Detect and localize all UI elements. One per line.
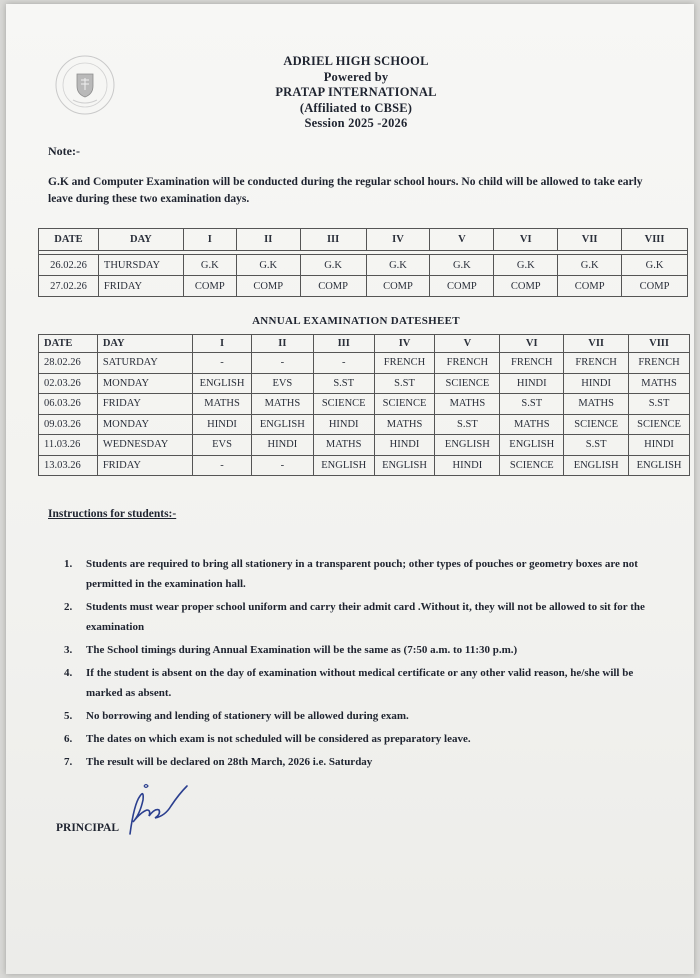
table-row bbox=[39, 414, 690, 435]
table-cell: HINDI bbox=[374, 435, 435, 456]
annual-header-cell: II bbox=[251, 335, 313, 353]
table-cell: FRENCH bbox=[564, 353, 629, 374]
gk-header-cell: IV bbox=[366, 229, 430, 251]
table-cell: COMP bbox=[366, 276, 430, 297]
annual-datesheet-title: ANNUAL EXAMINATION DATESHEET bbox=[252, 315, 460, 327]
table-cell: S.ST bbox=[500, 394, 564, 415]
table-row bbox=[39, 435, 690, 456]
table-cell: G.K bbox=[494, 255, 558, 276]
table-row bbox=[39, 353, 690, 374]
table-cell: SCIENCE bbox=[629, 414, 690, 435]
table-cell: WEDNESDAY bbox=[97, 435, 192, 456]
annual-header-cell: VIII bbox=[629, 335, 690, 353]
list-item bbox=[64, 597, 664, 637]
table-cell: G.K bbox=[558, 255, 622, 276]
table-cell: G.K bbox=[300, 255, 366, 276]
school-header bbox=[206, 54, 506, 132]
table-cell: G.K bbox=[236, 255, 300, 276]
table-cell: HINDI bbox=[435, 455, 500, 476]
table-cell: EVS bbox=[251, 373, 313, 394]
list-item bbox=[64, 663, 664, 703]
item-number: 3. bbox=[64, 644, 73, 656]
table-cell: SCIENCE bbox=[500, 455, 564, 476]
table-cell: 27.02.26 bbox=[39, 276, 99, 297]
table-cell: SCIENCE bbox=[374, 394, 435, 415]
notice-page bbox=[6, 4, 694, 974]
note-text: G.K and Computer Examination will be conducted during the regular school hours. No child will be allowed to take early leave during these two examination days. bbox=[48, 176, 643, 205]
table-cell: 06.03.26 bbox=[39, 394, 98, 415]
gk-header-cell: V bbox=[430, 229, 494, 251]
annual-header-cell: VII bbox=[564, 335, 629, 353]
table-cell: COMP bbox=[430, 276, 494, 297]
table-cell: MATHS bbox=[564, 394, 629, 415]
item-text: If the student is absent on the day of examination without medical certificate or any other valid reason, he/she will be marked as absent. bbox=[86, 667, 634, 699]
table-cell: 28.02.26 bbox=[39, 353, 98, 374]
gk-table-header-row bbox=[39, 229, 688, 251]
table-row bbox=[39, 373, 690, 394]
annual-header-cell: DATE bbox=[39, 335, 98, 353]
item-text: The dates on which exam is not scheduled will be considered as preparatory leave. bbox=[86, 733, 471, 745]
table-cell: SATURDAY bbox=[97, 353, 192, 374]
table-cell: COMP bbox=[183, 276, 236, 297]
table-cell: - bbox=[313, 353, 374, 374]
gk-header-cell: DATE bbox=[39, 229, 99, 251]
principal-label: PRINCIPAL bbox=[56, 822, 120, 834]
table-cell: HINDI bbox=[564, 373, 629, 394]
table-cell: ENGLISH bbox=[500, 435, 564, 456]
table-cell: MATHS bbox=[629, 373, 690, 394]
table-cell: FRENCH bbox=[500, 353, 564, 374]
table-cell: ENGLISH bbox=[193, 373, 252, 394]
list-item bbox=[64, 640, 664, 660]
list-item bbox=[64, 554, 664, 594]
table-cell: HINDI bbox=[500, 373, 564, 394]
table-cell: ENGLISH bbox=[374, 455, 435, 476]
table-row bbox=[39, 394, 690, 415]
gk-header-cell: DAY bbox=[98, 229, 183, 251]
annual-header-cell: DAY bbox=[97, 335, 192, 353]
table-cell: COMP bbox=[236, 276, 300, 297]
table-cell: EVS bbox=[193, 435, 252, 456]
note-label: Note:- bbox=[48, 144, 80, 158]
item-text: No borrowing and lending of stationery will be allowed during exam. bbox=[86, 710, 409, 722]
session: Session 2025 -2026 bbox=[304, 116, 408, 130]
table-cell: ENGLISH bbox=[251, 414, 313, 435]
table-cell: ENGLISH bbox=[435, 435, 500, 456]
item-text: The result will be declared on 28th March, 2026 i.e. Saturday bbox=[86, 756, 373, 768]
affiliation: (Affiliated to CBSE) bbox=[299, 100, 413, 115]
instructions-title: Instructions for students:- bbox=[48, 508, 177, 520]
gk-header-cell: III bbox=[300, 229, 366, 251]
table-cell: SCIENCE bbox=[313, 394, 374, 415]
instructions-list bbox=[64, 554, 664, 775]
gk-header-cell: VII bbox=[558, 229, 622, 251]
table-cell: G.K bbox=[430, 255, 494, 276]
annual-header-cell: III bbox=[313, 335, 374, 353]
item-text: Students must wear proper school uniform and carry their admit card .Without it, they will not be allowed to sit for the examination bbox=[86, 601, 645, 633]
table-cell: ENGLISH bbox=[629, 455, 690, 476]
table-cell: S.ST bbox=[564, 435, 629, 456]
table-cell: FRIDAY bbox=[98, 276, 183, 297]
table-cell: S.ST bbox=[629, 394, 690, 415]
annual-table-header-row bbox=[39, 335, 690, 353]
table-cell: COMP bbox=[494, 276, 558, 297]
list-item bbox=[64, 729, 664, 749]
annual-datesheet-table bbox=[38, 334, 690, 476]
list-item bbox=[64, 752, 664, 772]
table-cell: 09.03.26 bbox=[39, 414, 98, 435]
table-cell: FRENCH bbox=[374, 353, 435, 374]
gk-header-cell: VI bbox=[494, 229, 558, 251]
table-cell: G.K bbox=[183, 255, 236, 276]
gk-header-cell: II bbox=[236, 229, 300, 251]
table-cell: - bbox=[251, 455, 313, 476]
table-cell: 02.03.26 bbox=[39, 373, 98, 394]
item-number: 2. bbox=[64, 601, 73, 613]
table-cell: MONDAY bbox=[97, 373, 192, 394]
table-cell: ENGLISH bbox=[313, 455, 374, 476]
table-cell: FRENCH bbox=[629, 353, 690, 374]
powered-by: Powered by bbox=[323, 69, 389, 84]
annual-header-cell: IV bbox=[374, 335, 435, 353]
table-cell: MATHS bbox=[313, 435, 374, 456]
school-name: ADRIEL HIGH SCHOOL bbox=[283, 54, 429, 68]
annual-header-cell: VI bbox=[500, 335, 564, 353]
item-text: The School timings during Annual Examination will be the same as (7:50 a.m. to 11:30 p.m.) bbox=[86, 644, 518, 656]
table-cell: S.ST bbox=[313, 373, 374, 394]
table-cell: HINDI bbox=[193, 414, 252, 435]
table-cell: COMP bbox=[558, 276, 622, 297]
gk-computer-table bbox=[38, 228, 688, 297]
table-row bbox=[39, 255, 688, 276]
table-cell: MATHS bbox=[435, 394, 500, 415]
gk-header-cell: I bbox=[183, 229, 236, 251]
table-cell: MATHS bbox=[193, 394, 252, 415]
item-number: 1. bbox=[64, 558, 73, 570]
school-logo-icon bbox=[54, 54, 116, 116]
table-row bbox=[39, 455, 690, 476]
table-cell: SCIENCE bbox=[435, 373, 500, 394]
item-number: 5. bbox=[64, 710, 73, 722]
table-cell: S.ST bbox=[374, 373, 435, 394]
item-text: Students are required to bring all stationery in a transparent pouch; other types of pouches or geometry boxes are not permitted in the examination hall. bbox=[86, 558, 638, 590]
table-row bbox=[39, 276, 688, 297]
table-cell: G.K bbox=[366, 255, 430, 276]
table-cell: COMP bbox=[622, 276, 688, 297]
table-cell: FRENCH bbox=[435, 353, 500, 374]
table-cell: 13.03.26 bbox=[39, 455, 98, 476]
table-cell: HINDI bbox=[629, 435, 690, 456]
table-cell: THURSDAY bbox=[98, 255, 183, 276]
table-cell: S.ST bbox=[435, 414, 500, 435]
table-cell: 26.02.26 bbox=[39, 255, 99, 276]
table-cell: - bbox=[193, 455, 252, 476]
annual-header-cell: I bbox=[193, 335, 252, 353]
principal-signature bbox=[116, 776, 206, 846]
table-cell: FRIDAY bbox=[97, 394, 192, 415]
table-cell: G.K bbox=[622, 255, 688, 276]
list-item bbox=[64, 706, 664, 726]
table-cell: HINDI bbox=[313, 414, 374, 435]
table-cell: ENGLISH bbox=[564, 455, 629, 476]
annual-header-cell: V bbox=[435, 335, 500, 353]
table-cell: MATHS bbox=[251, 394, 313, 415]
table-cell: FRIDAY bbox=[97, 455, 192, 476]
gk-header-cell: VIII bbox=[622, 229, 688, 251]
table-cell: - bbox=[251, 353, 313, 374]
table-cell: - bbox=[193, 353, 252, 374]
item-number: 6. bbox=[64, 733, 73, 745]
table-cell: COMP bbox=[300, 276, 366, 297]
item-number: 7. bbox=[64, 756, 73, 768]
table-cell: MATHS bbox=[500, 414, 564, 435]
item-number: 4. bbox=[64, 667, 73, 679]
table-cell: 11.03.26 bbox=[39, 435, 98, 456]
table-cell: MONDAY bbox=[97, 414, 192, 435]
table-cell: SCIENCE bbox=[564, 414, 629, 435]
table-cell: HINDI bbox=[251, 435, 313, 456]
table-cell: MATHS bbox=[374, 414, 435, 435]
organisation-name: PRATAP INTERNATIONAL bbox=[275, 85, 437, 99]
